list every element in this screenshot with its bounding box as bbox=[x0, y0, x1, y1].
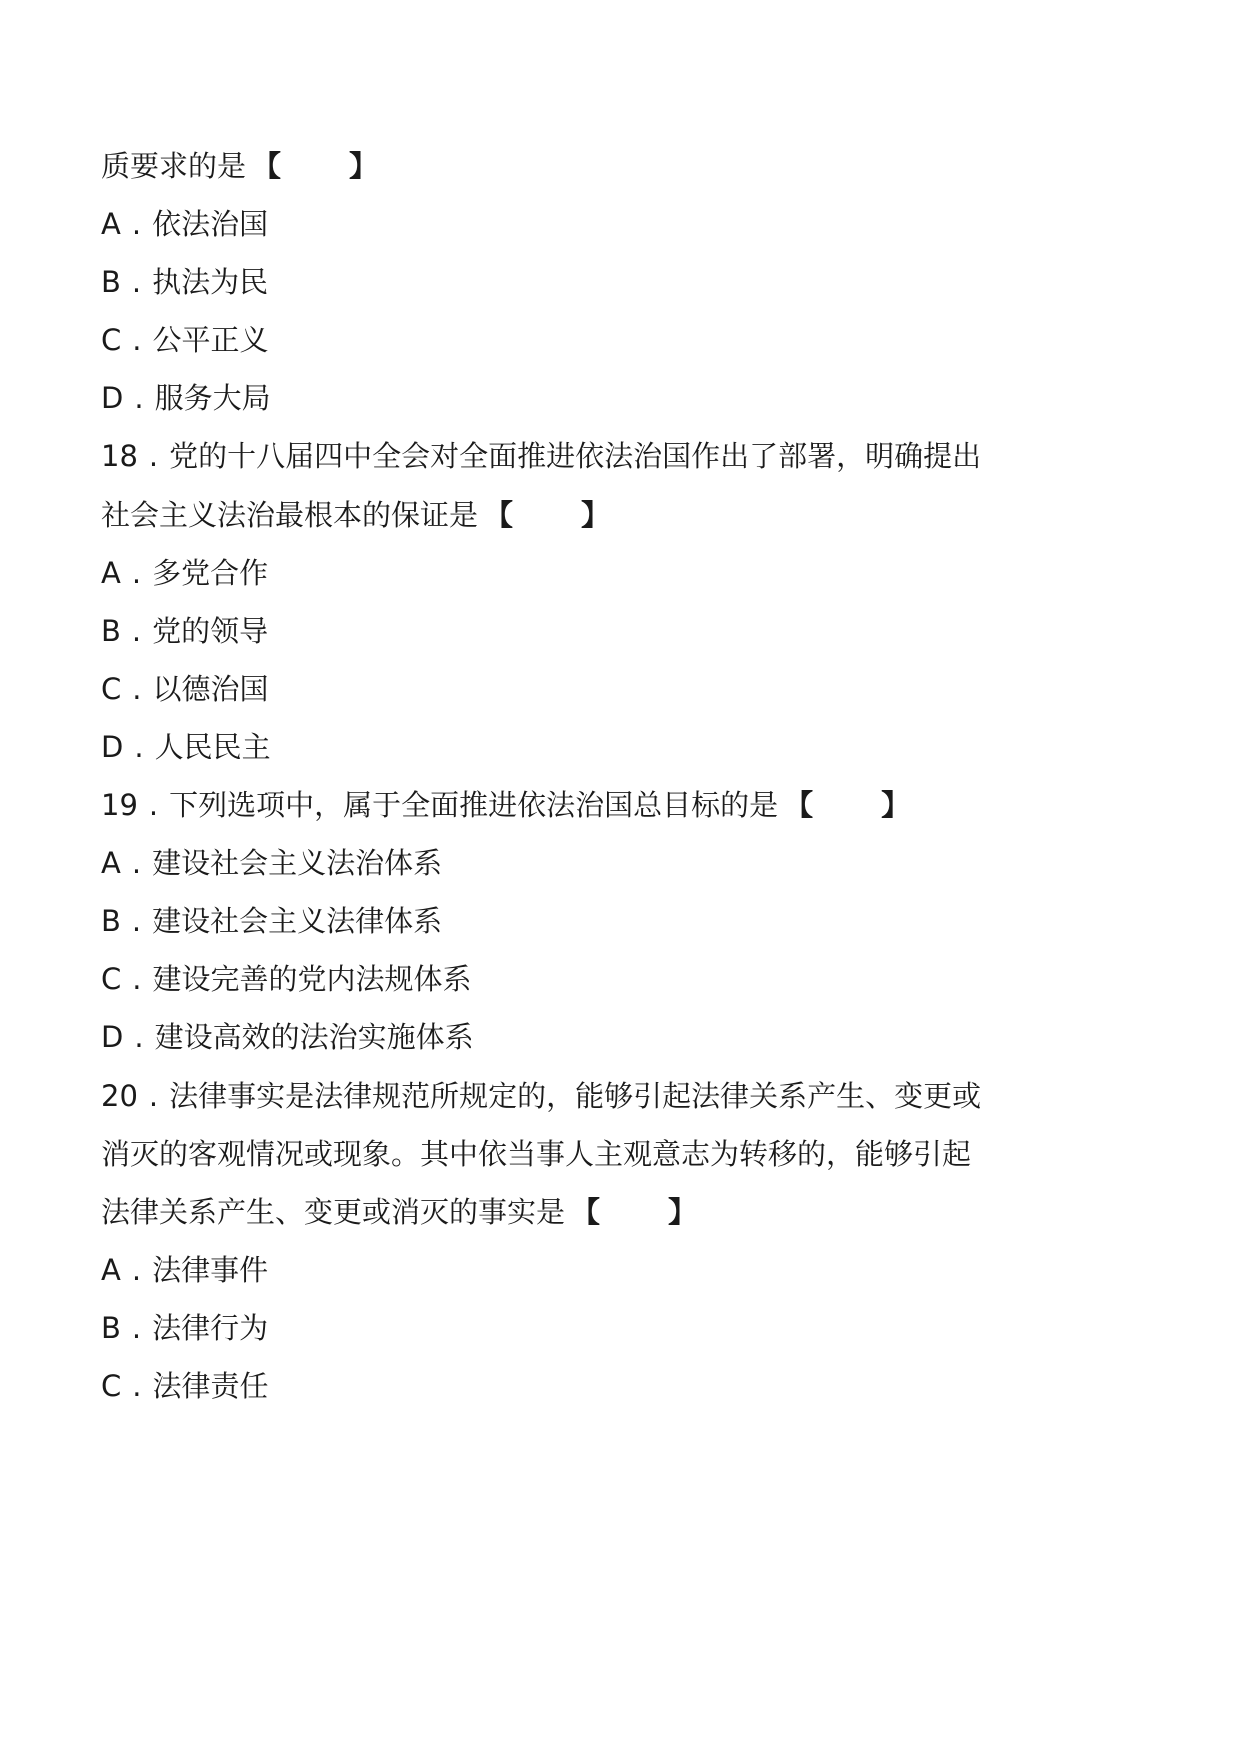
question-text: 质要求的是 bbox=[101, 149, 247, 183]
answer-bracket-close: 】 bbox=[349, 149, 379, 183]
option-text: 法律责任 bbox=[152, 1368, 269, 1403]
option-letter: B bbox=[101, 265, 121, 300]
option-line bbox=[101, 369, 1021, 427]
question-number: 19 bbox=[101, 788, 138, 823]
option-line bbox=[101, 950, 1021, 1008]
option-text: 人民民主 bbox=[154, 729, 271, 764]
option-text: 党的领导 bbox=[152, 613, 269, 648]
separator-dot: . bbox=[131, 1252, 142, 1287]
question-text: 法律事实是法律规范所规定的，能够引起法律关系产生、变更或 bbox=[169, 1078, 982, 1113]
question-number: 18 bbox=[101, 439, 138, 474]
option-text: 建设社会主义法律体系 bbox=[152, 904, 443, 939]
question-text: 下列选项中，属于全面推进依法治国总目标的是 bbox=[169, 788, 779, 823]
separator-dot: . bbox=[132, 962, 142, 997]
option-text: 多党合作 bbox=[152, 555, 269, 590]
question-number: 20 bbox=[101, 1078, 138, 1113]
option-letter: D bbox=[101, 1020, 124, 1055]
option-line bbox=[101, 602, 1021, 660]
stem-line bbox=[101, 1183, 1021, 1241]
option-letter: A bbox=[101, 207, 121, 242]
option-line bbox=[101, 544, 1021, 602]
answer-bracket-close: 】 bbox=[881, 788, 911, 823]
question-line bbox=[101, 776, 1021, 834]
separator-dot: . bbox=[132, 671, 142, 706]
option-text: 法律事件 bbox=[152, 1252, 269, 1287]
separator-dot: . bbox=[132, 1368, 142, 1403]
question-line bbox=[101, 1067, 1021, 1125]
separator-dot: . bbox=[131, 904, 142, 939]
answer-bracket-close: 】 bbox=[668, 1194, 698, 1229]
separator-dot: . bbox=[131, 265, 142, 300]
stem-line bbox=[101, 486, 1021, 544]
option-text: 建设完善的党内法规体系 bbox=[152, 962, 472, 997]
answer-bracket-open: 【 bbox=[484, 497, 514, 532]
stem-line bbox=[101, 137, 1021, 195]
option-line bbox=[101, 311, 1021, 369]
question-text: 党的十八届四中全会对全面推进依法治国作出了部署，明确提出 bbox=[169, 439, 982, 474]
option-letter: B bbox=[101, 613, 121, 648]
option-text: 法律行为 bbox=[152, 1310, 269, 1345]
answer-bracket-open: 【 bbox=[784, 788, 814, 823]
separator-dot: . bbox=[131, 207, 142, 242]
option-line bbox=[101, 195, 1021, 253]
stem-line bbox=[101, 1125, 1021, 1183]
option-letter: D bbox=[101, 729, 124, 764]
question-text: 消灭的客观情况或现象。其中依当事人主观意志为转移的，能够引起 bbox=[101, 1136, 972, 1171]
option-line bbox=[101, 660, 1021, 718]
option-letter: B bbox=[101, 1310, 121, 1345]
option-line bbox=[101, 1008, 1021, 1066]
separator-dot: . bbox=[134, 381, 144, 416]
separator-dot: . bbox=[148, 788, 159, 823]
question-text: 社会主义法治最根本的保证是 bbox=[101, 497, 479, 532]
option-letter: C bbox=[101, 1368, 122, 1403]
question-text: 法律关系产生、变更或消灭的事实是 bbox=[101, 1194, 566, 1229]
separator-dot: . bbox=[148, 439, 159, 474]
option-line bbox=[101, 1241, 1021, 1299]
option-letter: C bbox=[101, 323, 122, 358]
option-letter: B bbox=[101, 904, 121, 939]
separator-dot: . bbox=[148, 1078, 159, 1113]
separator-dot: . bbox=[131, 613, 142, 648]
question-line bbox=[101, 427, 1021, 485]
option-text: 依法治国 bbox=[152, 207, 269, 242]
answer-bracket-open: 【 bbox=[571, 1194, 601, 1229]
option-letter: C bbox=[101, 962, 122, 997]
option-letter: D bbox=[101, 381, 124, 416]
separator-dot: . bbox=[131, 846, 142, 881]
option-text: 服务大局 bbox=[154, 381, 271, 416]
separator-dot: . bbox=[134, 1020, 144, 1055]
option-text: 以德治国 bbox=[152, 671, 269, 706]
option-letter: A bbox=[101, 846, 121, 881]
option-text: 建设高效的法治实施体系 bbox=[154, 1020, 474, 1055]
option-line bbox=[101, 253, 1021, 311]
option-line bbox=[101, 892, 1021, 950]
separator-dot: . bbox=[134, 729, 144, 764]
option-text: 公平正义 bbox=[152, 323, 269, 358]
option-line bbox=[101, 834, 1021, 892]
option-line bbox=[101, 1357, 1021, 1415]
option-letter: A bbox=[101, 555, 121, 590]
option-line bbox=[101, 1299, 1021, 1357]
option-letter: A bbox=[101, 1252, 121, 1287]
option-line bbox=[101, 718, 1021, 776]
separator-dot: . bbox=[131, 1310, 142, 1345]
separator-dot: . bbox=[132, 323, 142, 358]
option-text: 建设社会主义法治体系 bbox=[152, 846, 443, 881]
option-text: 执法为民 bbox=[152, 265, 269, 300]
answer-bracket-open: 【 bbox=[252, 149, 282, 183]
separator-dot: . bbox=[131, 555, 142, 590]
option-letter: C bbox=[101, 671, 122, 706]
document-page bbox=[101, 137, 1021, 1415]
answer-bracket-close: 】 bbox=[581, 497, 611, 532]
